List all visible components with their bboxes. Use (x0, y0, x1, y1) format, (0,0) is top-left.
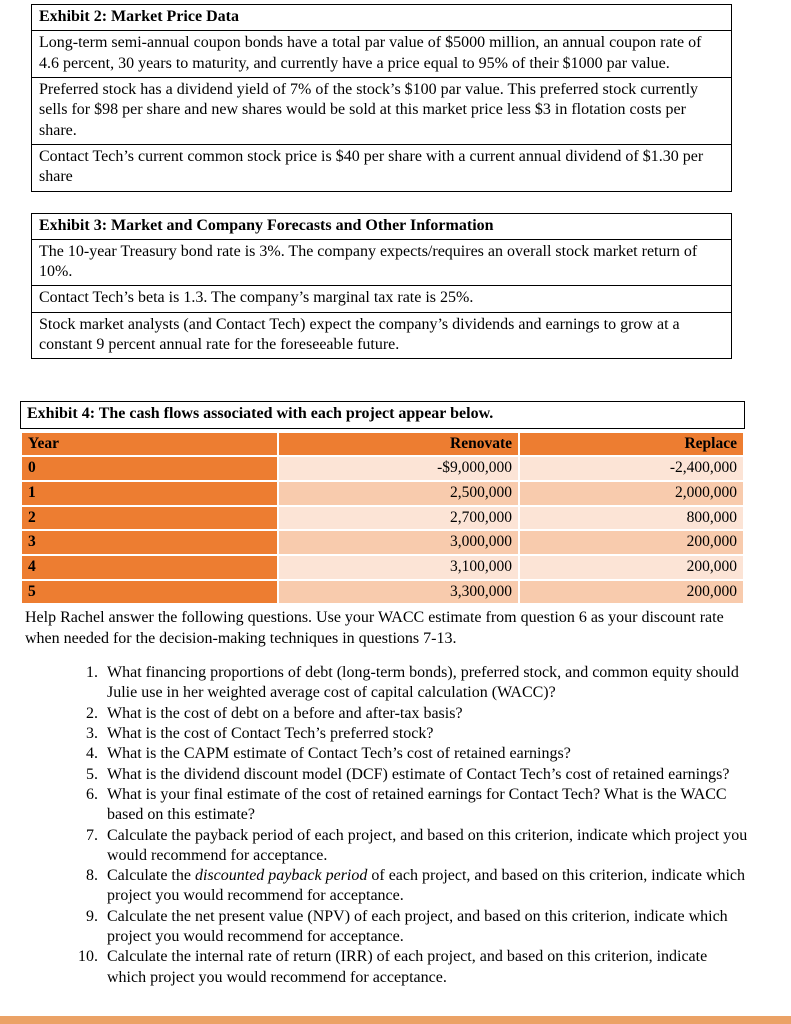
question-text-post: of each project, and based on this criterion, indicate which project you would recommend for acceptance. (107, 867, 746, 905)
year-cell: 1 (21, 481, 278, 506)
instructions-paragraph: Help Rachel answer the following questions. Use your WACC estimate from question 6 as your discount rate when needed for the decision-making techniques in questions 7-13. (25, 609, 724, 647)
replace-cell: 800,000 (519, 506, 744, 531)
question-number: 8. (86, 867, 98, 885)
question-text (107, 866, 749, 907)
question-number: 6. (86, 785, 98, 803)
exhibit3-row-beta-tax: Contact Tech’s beta is 1.3. The company’s marginal tax rate is 25%. (32, 286, 732, 312)
exhibit2-table (31, 4, 732, 192)
question-number: 10. (78, 948, 98, 966)
table-row (21, 530, 744, 555)
year-cell: 2 (21, 506, 278, 531)
question-text: Calculate the net present value (NPV) of each project, and based on this criterion, indicate which project you would recommend for acceptance. (107, 907, 728, 946)
replace-cell: -2,400,000 (519, 456, 744, 481)
question-item (60, 785, 749, 826)
question-text: What is the cost of Contact Tech’s preferred stock? (107, 724, 434, 742)
renovate-cell: 2,700,000 (278, 506, 519, 531)
renovate-cell: 3,000,000 (278, 530, 519, 555)
renovate-column-header: Renovate (278, 432, 519, 457)
questions-list (60, 663, 749, 988)
replace-cell: 200,000 (519, 555, 744, 580)
cashflow-table (20, 431, 745, 606)
exhibit3-table (31, 213, 732, 360)
renovate-cell: 3,100,000 (278, 555, 519, 580)
question-item (60, 704, 749, 724)
question-text: What is the cost of debt on a before and after-tax basis? (107, 704, 463, 722)
exhibit3-title: Exhibit 3: Market and Company Forecasts and Other Information (32, 213, 732, 239)
exhibit3-row-growth: Stock market analysts (and Contact Tech) expect the company’s dividends and earnings to grow at a constant 9 percent annual rate for the foreseeable future. (32, 312, 732, 359)
renovate-cell: 2,500,000 (278, 481, 519, 506)
table-row (32, 5, 732, 31)
renovate-cell: 3,300,000 (278, 580, 519, 605)
exhibit2-row-preferred: Preferred stock has a dividend yield of 7% of the stock’s $100 par value. This preferred stock currently sells for $98 per share and new shares would be sold at this market price less $3 in flotation costs per share. (32, 77, 732, 144)
question-number: 5. (86, 765, 98, 783)
section-gap (0, 359, 791, 401)
question-item (60, 947, 749, 988)
year-cell: 3 (21, 530, 278, 555)
renovate-cell: -$9,000,000 (278, 456, 519, 481)
bottom-strip (0, 1016, 791, 1024)
question-number: 7. (86, 826, 98, 844)
question-text: What financing proportions of debt (long-term bonds), preferred stock, and common equity should Julie use in her weighted average cost of capital calculation (WACC)? (107, 664, 739, 702)
table-row (21, 555, 744, 580)
question-text: Calculate the payback period of each project, and based on this criterion, indicate which project you would recommend for acceptance. (107, 826, 748, 864)
table-row (32, 77, 732, 144)
question-number: 1. (86, 664, 98, 682)
question-number: 9. (86, 907, 98, 925)
table-row (21, 456, 744, 481)
exhibit4-title: Exhibit 4: The cash flows associated with each project appear below. (20, 401, 745, 428)
table-row (32, 213, 732, 239)
question-text: What is the dividend discount model (DCF) estimate of Contact Tech’s cost of retained earnings? (107, 765, 730, 783)
year-cell: 4 (21, 555, 278, 580)
question-number: 3. (86, 724, 98, 742)
table-row (32, 144, 732, 191)
table-row (32, 239, 732, 286)
question-number: 2. (86, 704, 98, 722)
section-gap (0, 192, 791, 213)
question-text: What is your final estimate of the cost of retained earnings for Contact Tech? What is the WACC based on this estimate? (107, 785, 727, 824)
table-row (21, 580, 744, 605)
exhibit2-row-common: Contact Tech’s current common stock price is $40 per share with a current annual dividend of $1.30 per share (32, 144, 732, 191)
exhibit2-row-bonds: Long-term semi-annual coupon bonds have a total par value of $5000 million, an annual coupon rate of 4.6 percent, 30 years to maturity, and currently have a price equal to 95% of their $1000 par value. (32, 31, 732, 78)
year-cell: 0 (21, 456, 278, 481)
question-item (60, 724, 749, 744)
table-row (21, 506, 744, 531)
replace-cell: 2,000,000 (519, 481, 744, 506)
exhibit4-section (20, 401, 745, 605)
question-item (60, 907, 749, 948)
table-row (32, 286, 732, 312)
year-column-header: Year (21, 432, 278, 457)
replace-column-header: Replace (519, 432, 744, 457)
table-header-row (21, 432, 744, 457)
question-text-italic: discounted payback period (194, 867, 368, 885)
question-text: What is the CAPM estimate of Contact Tech’s cost of retained earnings? (107, 745, 571, 763)
question-text-pre: Calculate the (107, 867, 195, 885)
question-item (60, 744, 749, 764)
question-item (60, 826, 749, 867)
exhibit3-row-treasury: The 10-year Treasury bond rate is 3%. The company expects/requires an overall stock market return of 10%. (32, 239, 732, 286)
year-cell: 5 (21, 580, 278, 605)
question-item (60, 866, 749, 907)
table-row (32, 31, 732, 78)
question-item (60, 663, 749, 704)
exhibit2-title: Exhibit 2: Market Price Data (32, 5, 732, 31)
replace-cell: 200,000 (519, 580, 744, 605)
table-row (32, 312, 732, 359)
table-row (21, 481, 744, 506)
replace-cell: 200,000 (519, 530, 744, 555)
question-item (60, 765, 749, 785)
question-text: Calculate the internal rate of return (IRR) of each project, and based on this criterion, indicate which project you would recommend for acceptance. (107, 948, 708, 986)
question-number: 4. (86, 745, 98, 763)
